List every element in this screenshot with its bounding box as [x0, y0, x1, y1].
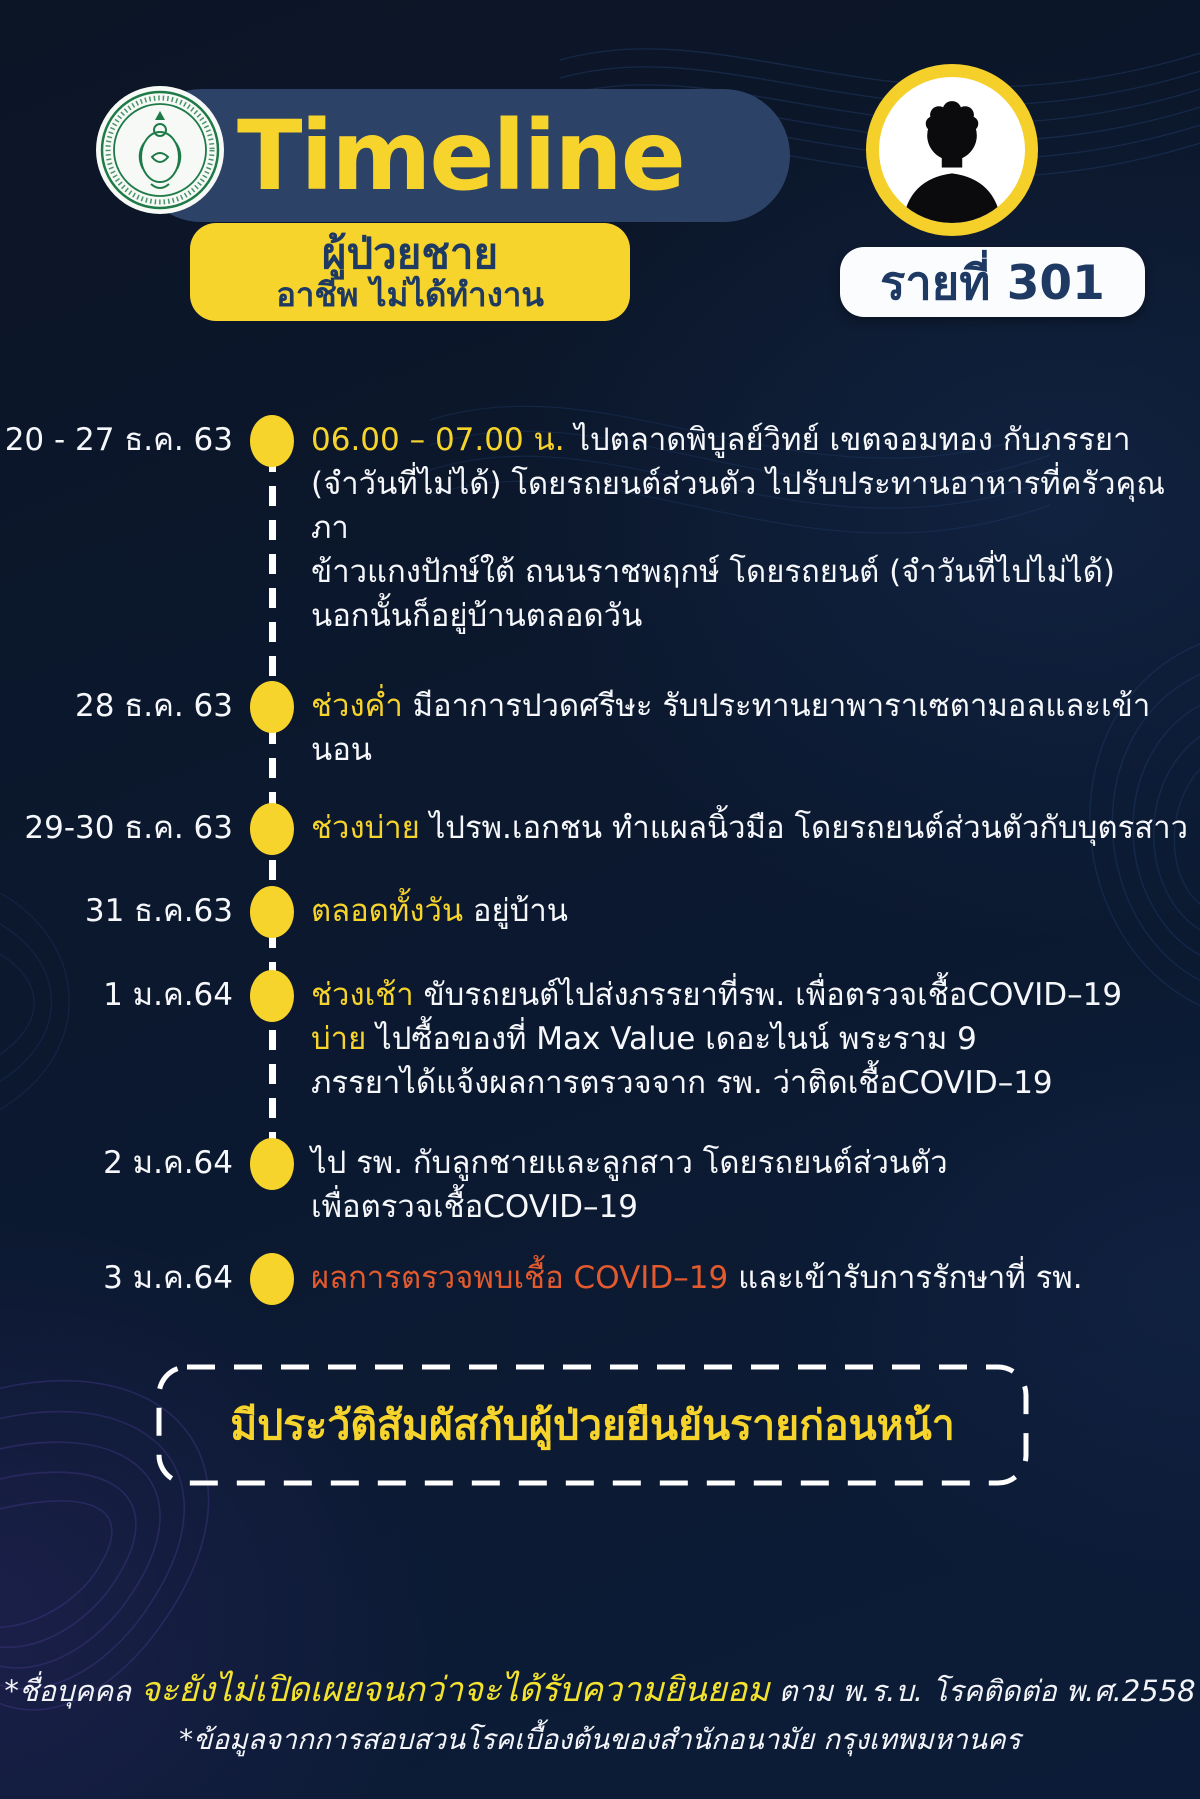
timeline-event-text: ผลการตรวจพบเชื้อ COVID–19 และเข้ารับการรักษาที่ รพ. — [311, 1260, 1083, 1296]
timeline-date: 29-30 ธ.ค. 63 — [24, 810, 233, 846]
source-note: *ข้อมูลจากการสอบสวนโรคเบื้องต้นของสำนักอนามัย กรุงเทพมหานคร — [179, 1723, 1021, 1756]
contact-history-text: มีประวัติสัมผัสกับผู้ป่วยยืนยันรายก่อนหน้า — [230, 1400, 955, 1449]
person-silhouette-icon — [879, 77, 1025, 223]
timeline-dot-column — [233, 889, 311, 938]
timeline-dot-column — [233, 1256, 311, 1305]
timeline-dot-column — [233, 1141, 311, 1190]
timeline-entry — [0, 973, 1200, 1105]
timeline-dot-icon — [250, 803, 294, 855]
header-banner — [135, 89, 790, 222]
timeline-entry — [0, 418, 1200, 638]
timeline-date: 28 ธ.ค. 63 — [75, 688, 233, 724]
timeline-dot-column — [233, 806, 311, 855]
timeline-entry — [0, 684, 1200, 772]
case-number-badge — [840, 247, 1145, 317]
disclaimer-suffix: ตาม พ.ร.บ. โรคติดต่อ พ.ศ.2558 — [769, 1674, 1196, 1708]
timeline-dot-icon — [250, 886, 294, 938]
timeline-dot-column — [233, 684, 311, 733]
timeline-event-text: ช่วงบ่าย ไปรพ.เอกชน ทำแผลนิ้วมือ โดยรถยนต์ส่วนตัวกับบุตรสาว — [311, 810, 1189, 846]
disclaimer-highlight: จะยังไม่เปิดเผยจนกว่าจะได้รับความยินยอม — [140, 1670, 770, 1710]
timeline-date: 2 ม.ค.64 — [103, 1145, 233, 1181]
timeline-dot-icon — [250, 415, 294, 467]
timeline-dot-icon — [250, 1253, 294, 1305]
timeline-event-text: 06.00 – 07.00 น. ไปตลาดพิบูลย์วิทย์ เขตจอมทอง กับภรรยา (จำวันที่ไม่ได้) โดยรถยนต์ส่วนตัว ไปรับประทานอาหารที่ครัวคุณภา ข้าวแกงปักษ์ใต้ ถนนราชพฤกษ์ โดยรถยนต์ (จำวันที่ไปไม่ได้) นอกนั้นก็อยู่บ้านตลอดวัน — [311, 422, 1166, 634]
timeline — [0, 418, 1200, 1305]
timeline-entry — [0, 1141, 1200, 1229]
timeline-dot-icon — [250, 1138, 294, 1190]
timeline-dot-column — [233, 973, 311, 1022]
bma-seal-logo — [95, 85, 225, 215]
timeline-date: 20 - 27 ธ.ค. 63 — [4, 422, 233, 458]
timeline-entry — [0, 1256, 1200, 1305]
patient-avatar — [866, 64, 1038, 236]
page-title: Timeline — [237, 99, 684, 212]
case-number-label: รายที่ 301 — [880, 255, 1105, 311]
timeline-event-text: ไป รพ. กับลูกชายและลูกสาว โดยรถยนต์ส่วนตัว เพื่อตรวจเชื้อCOVID–19 — [311, 1145, 948, 1225]
timeline-dot-column — [233, 418, 311, 467]
timeline-date: 31 ธ.ค.63 — [84, 893, 233, 929]
timeline-dot-icon — [250, 681, 294, 733]
timeline-event-text: ช่วงเช้า ขับรถยนต์ไปส่งภรรยาที่รพ. เพื่อตรวจเชื้อCOVID–19 บ่าย ไปซื้อของที่ Max Value เดอะไนน์ พระราม 9 ภรรยาได้แจ้งผลการตรวจจาก รพ. ว่าติดเชื้อCOVID–19 — [311, 977, 1123, 1101]
timeline-entry — [0, 806, 1200, 855]
timeline-date: 1 ม.ค.64 — [103, 977, 233, 1013]
timeline-entry — [0, 889, 1200, 938]
patient-badge — [190, 223, 630, 321]
timeline-event-text: ตลอดทั้งวัน อยู่บ้าน — [311, 893, 568, 929]
contact-history-note — [155, 1363, 1030, 1487]
disclaimer-prefix: *ชื่อบุคคล — [4, 1674, 141, 1708]
timeline-dot-icon — [250, 970, 294, 1022]
disclaimer-note — [0, 1662, 1200, 1716]
timeline-event-text: ช่วงค่ำ มีอาการปวดศรีษะ รับประทานยาพาราเซตามอลและเข้านอน — [311, 688, 1151, 768]
timeline-date: 3 ม.ค.64 — [103, 1260, 233, 1296]
patient-occupation-label: อาชีพ ไม่ได้ทำงาน — [276, 275, 544, 315]
patient-gender-label: ผู้ป่วยชาย — [321, 229, 499, 278]
